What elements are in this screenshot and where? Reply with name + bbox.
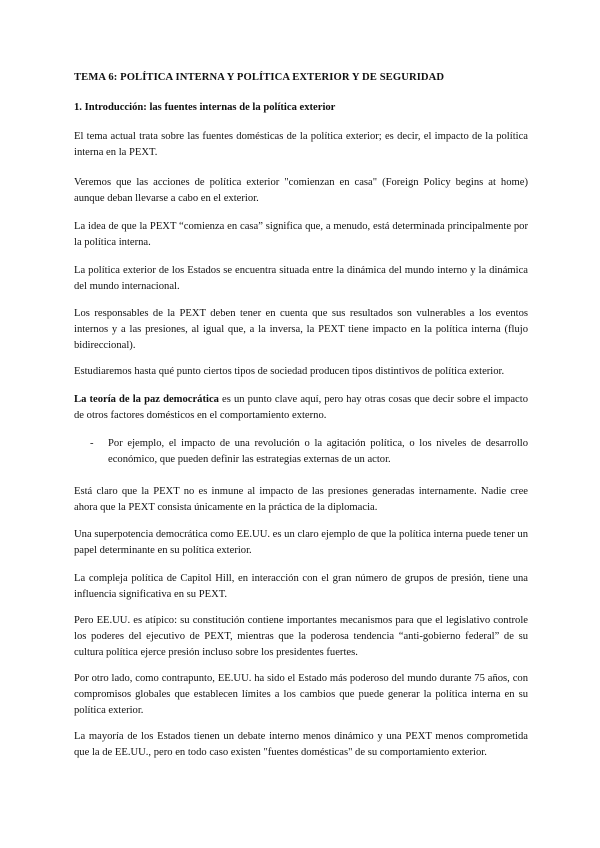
paragraph: La compleja política de Capitol Hill, en interacción con el gran número de grupos de presión, tiene una influencia significativa en su PEXT. [74, 573, 528, 600]
paragraph: Los responsables de la PEXT deben tener en cuenta que sus resultados son vulnerables a los eventos internos y a las presiones, al igual que, a la inversa, la PEXT tiene impacto en la política interna (flujo bidireccional). [74, 308, 528, 351]
paragraph: La mayoría de los Estados tienen un debate interno menos dinámico y una PEXT menos comprometida que la de EE.UU., pero en todo caso existen "fuentes domésticas" de su comportamiento exterior. [74, 731, 528, 758]
paragraph-democratic-peace [74, 392, 528, 424]
paragraph: Está claro que la PEXT no es inmune al impacto de las presiones generadas internamente. Nadie cree ahora que la PEXT consista únicamente en la práctica de la diplomacia. [74, 486, 528, 513]
bullet-text: Por ejemplo, el impacto de una revolución o la agitación política, o los niveles de desarrollo económico, que pueden definir las estrategias externas de un actor. [108, 438, 528, 465]
paragraph: Por otro lado, como contrapunto, EE.UU. ha sido el Estado más poderoso del mundo durante 75 años, con compromisos globales que establecen límites a los cambios que puede generar la política interna en su política exterior. [74, 673, 528, 716]
democratic-peace-text: es un punto clave aquí, pero hay otras cosas que decir sobre el impacto de otros factores domésticos en el comportamiento externo. [74, 394, 528, 421]
paragraph: Una superpotencia democrática como EE.UU. es un claro ejemplo de que la política interna puede tener un papel determinante en su política exterior. [74, 529, 528, 556]
paragraph: Estudiaremos hasta qué punto ciertos tipos de sociedad producen tipos distintivos de política exterior. [74, 366, 505, 377]
bullet-marker: - [90, 438, 94, 449]
paragraph: Pero EE.UU. es atípico: su constitución contiene importantes mecanismos para que el legislativo controle los poderes del ejecutivo de PEXT, mientras que la poderosa tendencia “anti-gobierno federal” de su cultura política ejerce presión incluso sobre los presidentes fuertes. [74, 615, 528, 658]
paragraph: La política exterior de los Estados se encuentra situada entre la dinámica del mundo interno y la dinámica del mundo internacional. [74, 265, 528, 292]
paragraph: La idea de que la PEXT “comienza en casa” significa que, a menudo, está determinada principalmente por la política interna. [74, 221, 528, 248]
democratic-peace-term: La teoría de la paz democrática [74, 394, 219, 405]
section-heading: 1. Introducción: las fuentes internas de la política exterior [74, 102, 336, 113]
document-title: TEMA 6: POLÍTICA INTERNA Y POLÍTICA EXTERIOR Y DE SEGURIDAD [74, 72, 445, 83]
paragraph: El tema actual trata sobre las fuentes domésticas de la política exterior; es decir, el impacto de la política interna en la PEXT. [74, 131, 528, 158]
bullet-item [90, 436, 528, 468]
paragraph: Veremos que las acciones de política exterior "comienzan en casa" (Foreign Policy begins at home) aunque deban llevarse a cabo en el exterior. [74, 177, 528, 204]
